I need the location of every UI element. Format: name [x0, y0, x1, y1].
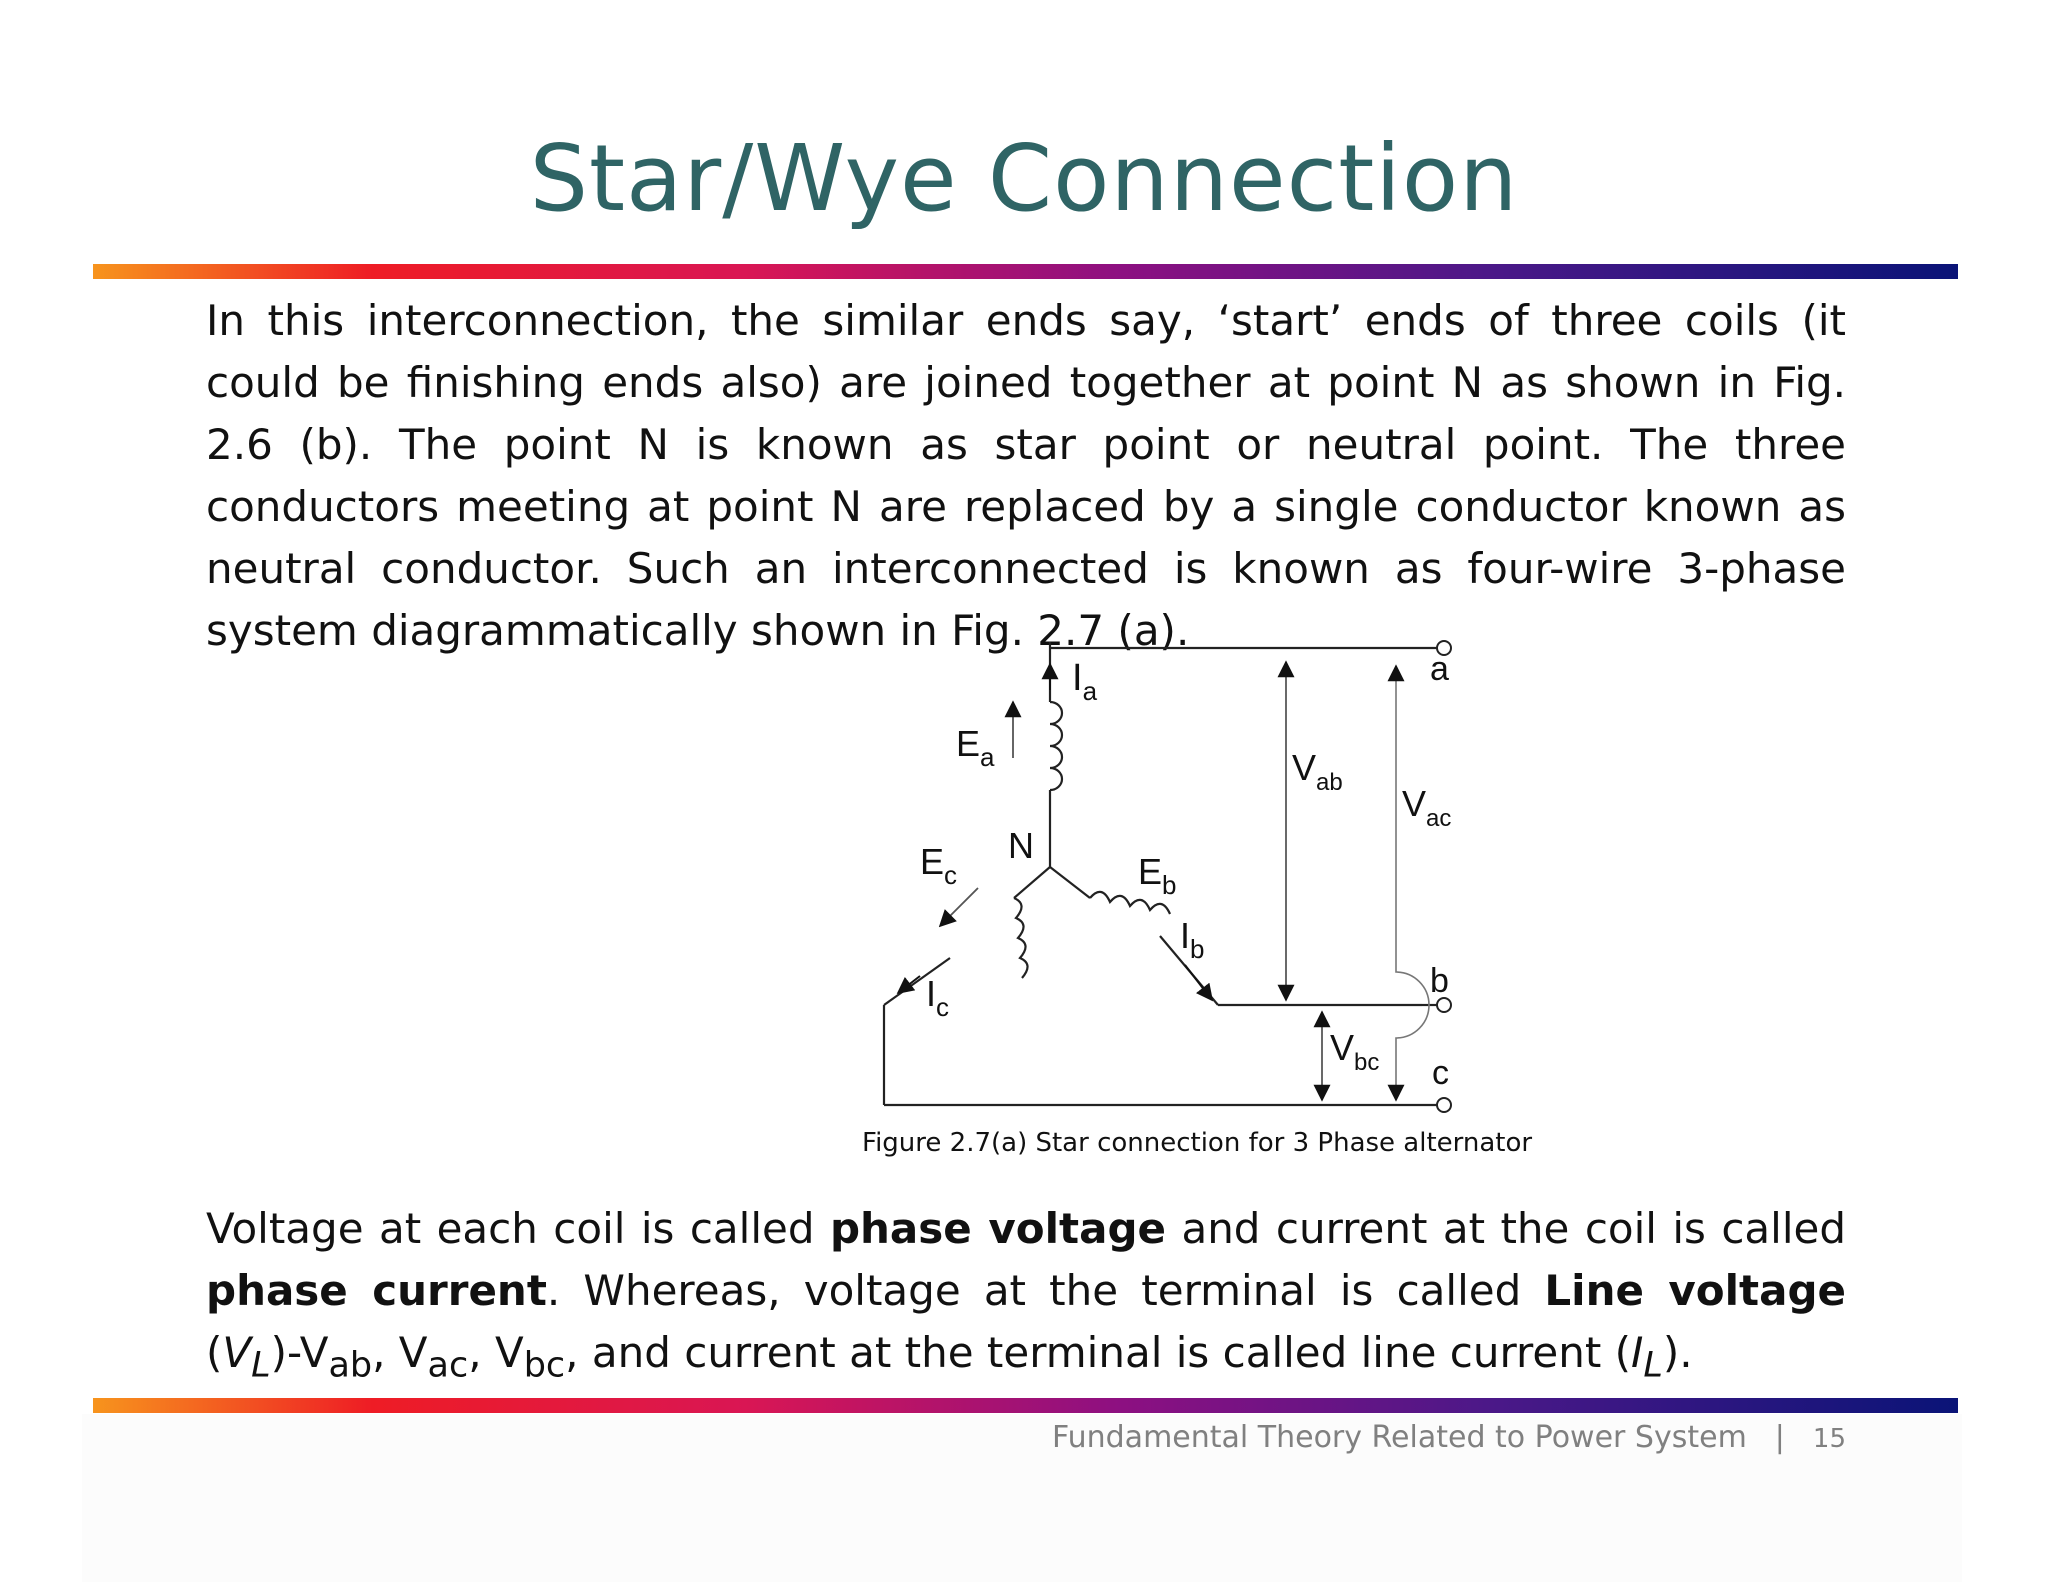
label-Ib: $I_b$	[1180, 915, 1205, 964]
label-Ic: $I_c$	[926, 973, 950, 1022]
label-a: a	[1430, 650, 1449, 688]
label-c: c	[1432, 1054, 1449, 1092]
label-b: b	[1430, 962, 1449, 1000]
bottom-gradient-rule	[93, 1398, 1958, 1413]
emf-arrow-c	[940, 888, 978, 926]
phase-current-term: phase current	[206, 1266, 547, 1315]
label-Eb: $E_b$	[1138, 851, 1177, 900]
terminal-c	[1437, 1098, 1451, 1112]
current-arrow-c	[898, 976, 920, 993]
intro-paragraph: In this interconnection, the similar ends say, ‘start’ ends of three coils (it could be finishing ends also) are joined together at point N as shown in Fig. 2.6 (b). The point N is known as star point or neutral point. The three conductors meeting at point N are replaced by a single conductor known as neutral conductor. Such an interconnected is known as four-wire 3-phase system diagrammatically shown in Fig. 2.7 (a).	[206, 296, 1846, 655]
terminal-b	[1437, 998, 1451, 1012]
label-N: N	[1008, 825, 1034, 866]
line-voltage-term: Line voltage	[1544, 1266, 1846, 1315]
label-Ea: $E_a$	[956, 723, 995, 772]
slide-footer	[0, 1420, 1846, 1455]
current-arrow-b	[1185, 965, 1212, 1000]
footer-separator: |	[1774, 1420, 1785, 1455]
footer-title: Fundamental Theory Related to Power System	[1052, 1420, 1747, 1455]
page-number: 15	[1812, 1424, 1846, 1454]
phase-voltage-term: phase voltage	[829, 1204, 1167, 1253]
label-Vac: $V_{ac}$	[1402, 783, 1452, 832]
definition-paragraph: Voltage at each coil is called phase voltage and current at the coil is called phase current. Whereas, voltage at the terminal is called Line voltage $(V_L)-V_{ab}$, $V_{ac}$, $V_{bc}$, and current at the terminal is called line current $(I_L)$.	[206, 1204, 1847, 1386]
label-Ia: $I_a$	[1072, 657, 1098, 706]
figure-caption: Figure 2.7(a) Star connection for 3 Phase alternator	[862, 1128, 1533, 1158]
slide-title: Star/Wye Connection	[529, 125, 1519, 232]
vac-arrow	[1396, 666, 1429, 1100]
label-Vbc: $V_{bc}$	[1330, 1027, 1380, 1076]
label-Vab: $V_{ab}$	[1292, 747, 1343, 796]
label-Ec: $E_c$	[920, 841, 958, 890]
